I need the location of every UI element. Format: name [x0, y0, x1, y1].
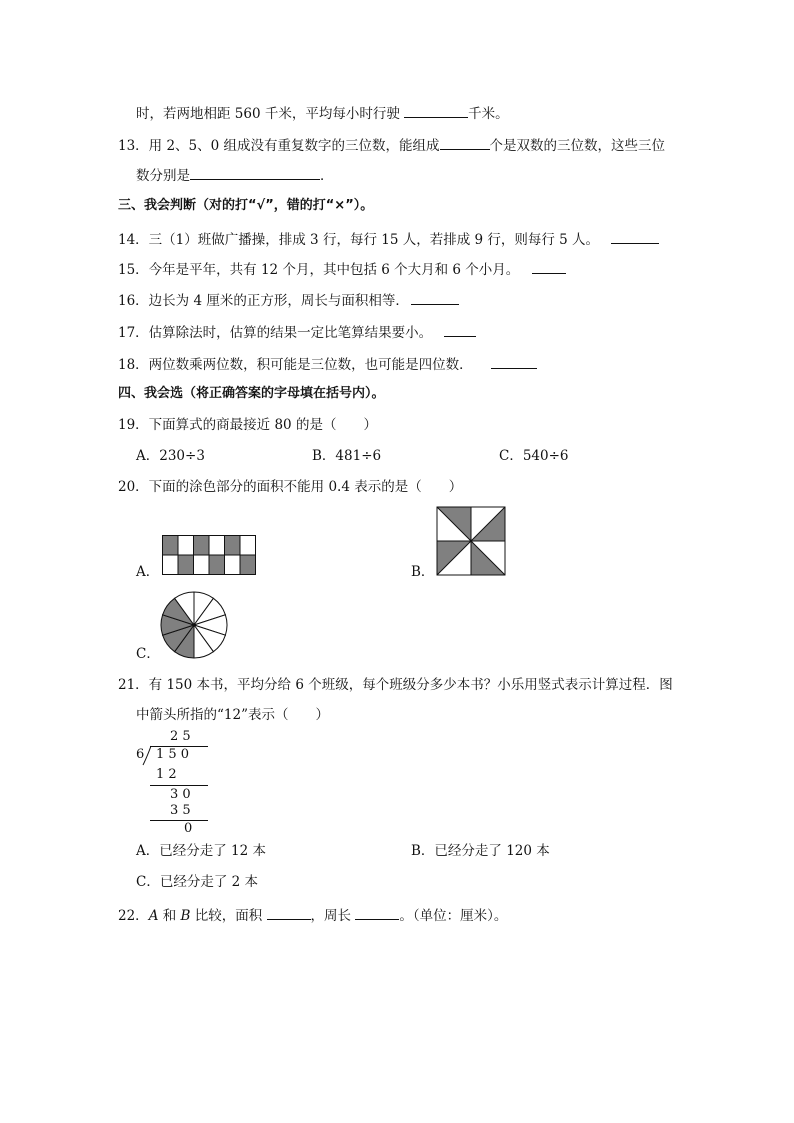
grid-cell	[194, 536, 210, 556]
q19-text: 19．下面算式的商最接近 80 的是（ ）	[118, 417, 377, 433]
q20-figure-b-pinwheel	[436, 506, 506, 576]
q21-option-b[interactable]: B．已经分走了 120 本	[411, 843, 550, 859]
q17-answer-blank[interactable]	[444, 322, 476, 337]
division-divisor: 6	[136, 747, 145, 762]
division-line-1	[150, 785, 208, 786]
q22-perimeter-blank[interactable]	[355, 905, 399, 920]
division-dividend: 1 5 0	[156, 747, 190, 762]
q16	[118, 290, 459, 310]
q22-and: 和	[158, 908, 181, 924]
grid-cell	[163, 555, 179, 575]
q22	[118, 905, 507, 925]
q20-label-c[interactable]: C．	[136, 646, 160, 662]
grid-cell	[209, 536, 225, 556]
section4-title: 四、我会选（将正确答案的字母填在括号内）。	[118, 386, 385, 401]
q14-text: 14．三（1）班做广播操，排成 3 行，每行 15 人，若排成 9 行，则每行 5 人。	[118, 232, 600, 248]
q14-answer-blank[interactable]	[611, 229, 659, 244]
division-line-2	[150, 820, 208, 821]
division-quotient: 2 5	[170, 729, 191, 744]
q22-number: 22．	[118, 908, 149, 924]
q20-text: 20．下面的涂色部分的面积不能用 0.4 表示的是（ ）	[118, 479, 463, 495]
q22-perimeter-text: ，周长	[310, 908, 356, 924]
q14	[118, 229, 659, 249]
q22-shape-a: A	[148, 908, 159, 924]
q22-area-blank[interactable]	[267, 905, 311, 920]
q22-area-text: 比较，面积	[190, 908, 267, 924]
q13-line1	[118, 135, 665, 155]
q13-line2	[136, 165, 334, 185]
division-step3: 3 5	[170, 803, 191, 818]
q12-text: 时，若两地相距 560 千米，平均每小时行驶	[136, 106, 405, 122]
q12-tail	[136, 103, 509, 123]
q21-option-a[interactable]: A．已经分走了 12 本	[136, 843, 267, 859]
q18-answer-blank[interactable]	[491, 354, 537, 369]
grid-cell	[225, 536, 241, 556]
grid-cell	[240, 536, 256, 556]
q20-figure-a-grid	[162, 535, 258, 576]
q16-answer-blank[interactable]	[411, 290, 459, 305]
q21-long-division	[130, 728, 210, 838]
section3-title: 三、我会判断（对的打“√”，错的打“×”）。	[118, 198, 374, 213]
grid-cell	[178, 536, 194, 556]
grid-cell	[163, 536, 179, 556]
division-step2: 3 0	[170, 787, 191, 802]
q12-answer-blank[interactable]	[404, 103, 468, 118]
q19-option-c[interactable]: C．540÷6	[499, 448, 569, 464]
q17-text: 17．估算除法时，估算的结果一定比笔算结果要小。	[118, 325, 433, 341]
division-bracket	[142, 745, 154, 767]
q22-unit-text: 。（单位：厘米）。	[399, 908, 508, 924]
q15	[118, 259, 566, 279]
grid-cell	[209, 555, 225, 575]
q15-answer-blank[interactable]	[532, 259, 566, 274]
q13-count-blank[interactable]	[440, 135, 490, 150]
q13-text-a: 13．用 2、5、0 组成没有重复数字的三位数，能组成	[118, 138, 440, 154]
q16-text: 16．边长为 4 厘米的正方形，周长与面积相等．	[118, 293, 409, 309]
grid-cell	[240, 555, 256, 575]
q13-numbers-blank[interactable]	[190, 165, 320, 180]
q21-line2: 中箭头所指的“12”表示（ ）	[136, 707, 329, 723]
q20-figure-c-circle	[159, 590, 229, 660]
q15-text: 15．今年是平年，共有 12 个月，其中包括 6 个大月和 6 个小月。	[118, 262, 520, 278]
q21-line1: 21．有 150 本书，平均分给 6 个班级，每个班级分多少本书？小乐用竖式表示计算过程．图	[118, 677, 673, 693]
q13-text-c: 数分别是	[136, 168, 190, 184]
grid-cell	[225, 555, 241, 575]
q13-text-d: ．	[320, 168, 334, 184]
grid-cell	[194, 555, 210, 575]
q20-label-b[interactable]: B．	[411, 564, 435, 580]
q19-option-a[interactable]: A．230÷3	[136, 448, 205, 464]
grid-cell	[178, 555, 194, 575]
division-step1: 1 2	[156, 767, 177, 782]
q18-text: 18．两位数乘两位数，积可能是三位数，也可能是四位数．	[118, 357, 473, 373]
q21-option-c[interactable]: C．已经分走了 2 本	[136, 874, 259, 890]
division-remainder: 0	[184, 821, 193, 836]
q18	[118, 354, 537, 374]
q12-unit: 千米。	[468, 106, 509, 122]
q17	[118, 322, 476, 342]
q13-text-b: 个是双数的三位数，这些三位	[489, 138, 666, 154]
q19-option-b[interactable]: B．481÷6	[312, 448, 382, 464]
q20-label-a[interactable]: A．	[136, 564, 160, 580]
q22-shape-b: B	[180, 908, 191, 924]
